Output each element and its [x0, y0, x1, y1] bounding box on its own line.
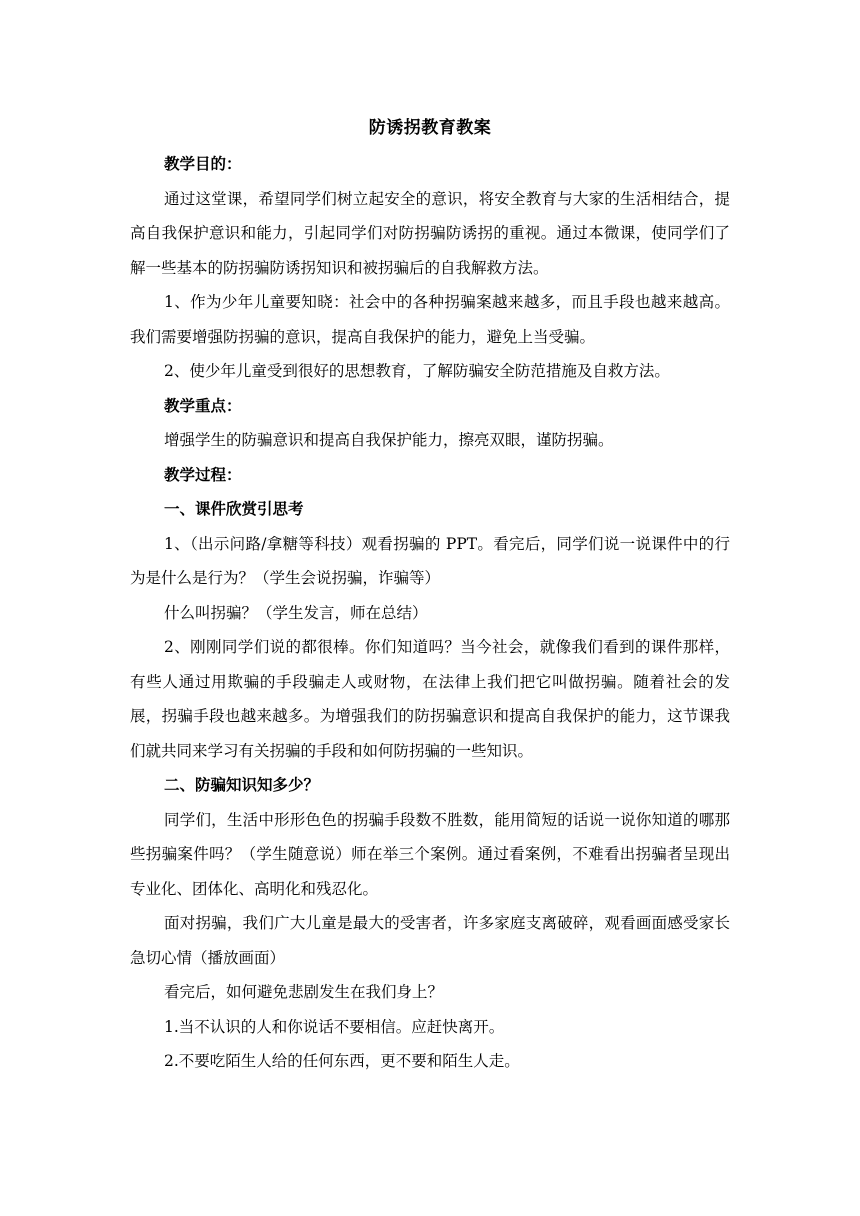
document-page [130, 112, 730, 1079]
paragraph: 1、（出示问路/拿糖等科技）观看拐骗的 PPT。看完后，同学们说一说课件中的行为是什么是行为？（学生会说拐骗，诈骗等） [130, 534, 730, 587]
list-item: 2.不要吃陌生人给的任何东西，更不要和陌生人走。 [164, 1052, 520, 1070]
paragraph: 1、作为少年儿童要知晓：社会中的各种拐骗案越来越多，而且手段也越来越高。我们需要增强防拐骗的意识，提高自我保护的能力，避免上当受骗。 [130, 293, 730, 346]
list-item: 1.当不认识的人和你说话不要相信。应赶快离开。 [164, 1017, 505, 1036]
subsection-heading-1: 一、课件欣赏引思考 [164, 499, 304, 518]
paragraph: 面对拐骗，我们广大儿童是最大的受害者，许多家庭支离破碎，观看画面感受家长急切心情（播放画面） [130, 914, 730, 967]
paragraph: 2、使少年儿童受到很好的思想教育，了解防骗安全防范措施及自救方法。 [164, 362, 670, 380]
document-title: 防诱拐教育教案 [368, 118, 492, 138]
subsection-heading-2: 二、防骗知识知多少？ [164, 775, 320, 794]
section-heading-key-points: 教学重点： [164, 395, 242, 415]
paragraph: 看完后，如何避免悲剧发生在我们身上？ [164, 983, 444, 1001]
paragraph: 增强学生的防骗意识和提高自我保护能力，擦亮双眼，谨防拐骗。 [164, 431, 614, 449]
paragraph: 2、刚刚同学们说的都很棒。你们知道吗？当今社会，就像我们看到的课件那样，有些人通过用欺骗的手段骗走人或财物，在法律上我们把它叫做拐骗。随着社会的发展，拐骗手段也越来越多。为增强我们的防拐骗意识和提高自我保护的能力，这节课我们就共同来学习有关拐骗的手段和如何防拐骗的一些知识。 [130, 638, 730, 760]
section-heading-process: 教学过程： [164, 464, 242, 484]
paragraph: 同学们，生活中形形色色的拐骗手段数不胜数，能用简短的话说一说你知道的哪那些拐骗案件吗？（学生随意说）师在举三个案例。通过看案例，不难看出拐骗者呈现出专业化、团体化、高明化和残忍化。 [130, 810, 730, 898]
paragraph: 通过这堂课，希望同学们树立起安全的意识，将安全教育与大家的生活相结合，提高自我保护意识和能力，引起同学们对防拐骗防诱拐的重视。通过本微课，使同学们了解一些基本的防拐骗防诱拐知识和被拐骗后的自我解救方法。 [130, 189, 730, 277]
paragraph: 什么叫拐骗？（学生发言，师在总结） [164, 603, 428, 622]
section-heading-objectives: 教学目的： [164, 154, 242, 173]
